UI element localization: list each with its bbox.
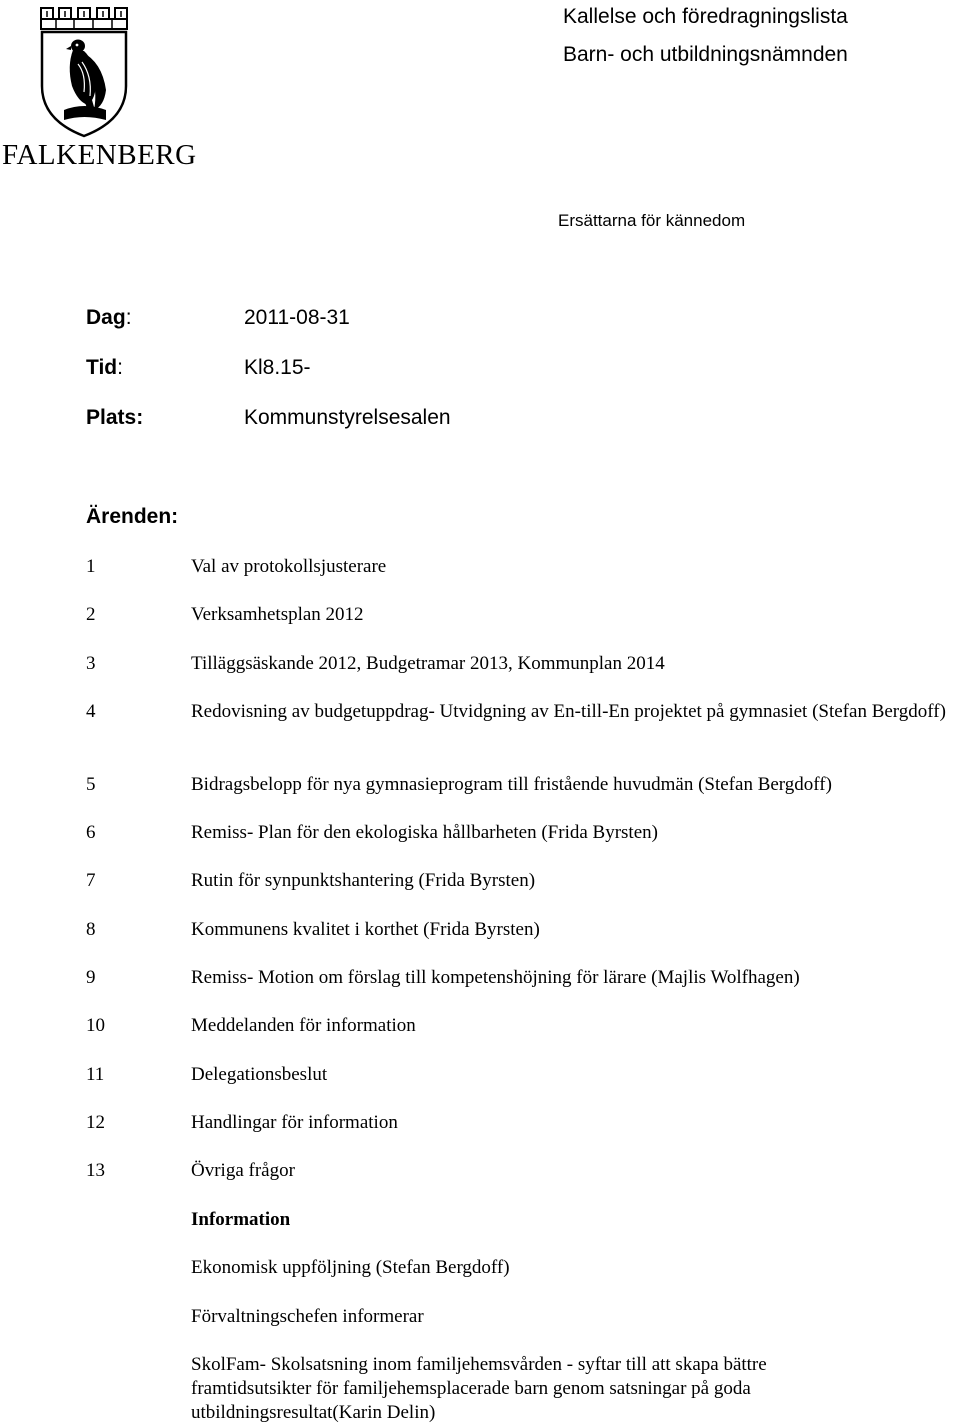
agenda-item-number: 2 <box>86 604 96 625</box>
place-value: Kommunstyrelsesalen <box>244 406 451 429</box>
recipients-note: Ersättarna för kännedom <box>558 211 746 230</box>
place-label: Plats: <box>86 406 144 429</box>
document-title: Kallelse och föredragningslista <box>563 5 848 28</box>
agenda-item-text: Övriga frågor <box>191 1160 295 1181</box>
agenda-item-number: 1 <box>86 556 96 577</box>
agenda-item-text: Delegationsbeslut <box>191 1064 328 1085</box>
committee-name: Barn- och utbildningsnämnden <box>563 43 848 66</box>
agenda-item-number: 10 <box>86 1015 105 1036</box>
agenda-item-text: Verksamhetsplan 2012 <box>191 604 364 625</box>
information-item: Ekonomisk uppföljning (Stefan Bergdoff) <box>191 1257 510 1278</box>
agenda-item-text: Val av protokollsjusterare <box>191 556 387 577</box>
agenda-item-text: Remiss- Motion om förslag till kompetenshöjning för lärare (Majlis Wolfhagen) <box>191 967 800 988</box>
agenda-item-number: 3 <box>86 653 96 674</box>
agenda-item-number: 11 <box>86 1064 105 1085</box>
time-value: Kl8.15- <box>244 356 311 379</box>
time-label: Tid: <box>86 356 123 379</box>
agenda-item-number: 9 <box>86 967 96 988</box>
municipal-crest-logo <box>34 2 134 138</box>
agenda-item-text: Remiss- Plan för den ekologiska hållbarheten (Frida Byrsten) <box>191 822 658 843</box>
agenda-item-number: 12 <box>86 1112 105 1133</box>
municipality-wordmark: FALKENBERG <box>2 139 197 171</box>
agenda-item-text: Kommunens kvalitet i korthet (Frida Byrsten) <box>191 919 540 940</box>
agenda-heading: Ärenden: <box>86 505 179 528</box>
agenda-item-text: Redovisning av budgetuppdrag- Utvidgning av En-till-En projektet på gymnasiet (Stefan Bergdoff) <box>191 701 946 722</box>
information-heading: Information <box>191 1209 291 1230</box>
agenda-item-number: 5 <box>86 774 96 795</box>
agenda-item-number: 13 <box>86 1160 105 1181</box>
agenda-item-text: Meddelanden för information <box>191 1015 416 1036</box>
agenda-item-text: Bidragsbelopp för nya gymnasieprogram till fristående huvudmän (Stefan Bergdoff) <box>191 774 832 795</box>
agenda-item-number: 4 <box>86 701 96 722</box>
information-item: Förvaltningschefen informerar <box>191 1306 424 1327</box>
date-label: Dag: <box>86 306 132 329</box>
agenda-item-number: 8 <box>86 919 96 940</box>
agenda-item-text: Tilläggsäskande 2012, Budgetramar 2013, Kommunplan 2014 <box>191 653 665 674</box>
agenda-item-number: 6 <box>86 822 96 843</box>
information-item: SkolFam- Skolsatsning inom familjehemsvården - syftar till att skapa bättre framtidsutsikter för familjehemsplacerade barn genom satsningar på goda utbildningsresultat(Karin Delin) <box>191 1354 767 1423</box>
agenda-item-text: Handlingar för information <box>191 1112 398 1133</box>
agenda-item-number: 7 <box>86 870 96 891</box>
date-value: 2011-08-31 <box>244 306 350 329</box>
agenda-item-text: Rutin för synpunktshantering (Frida Byrsten) <box>191 870 536 891</box>
